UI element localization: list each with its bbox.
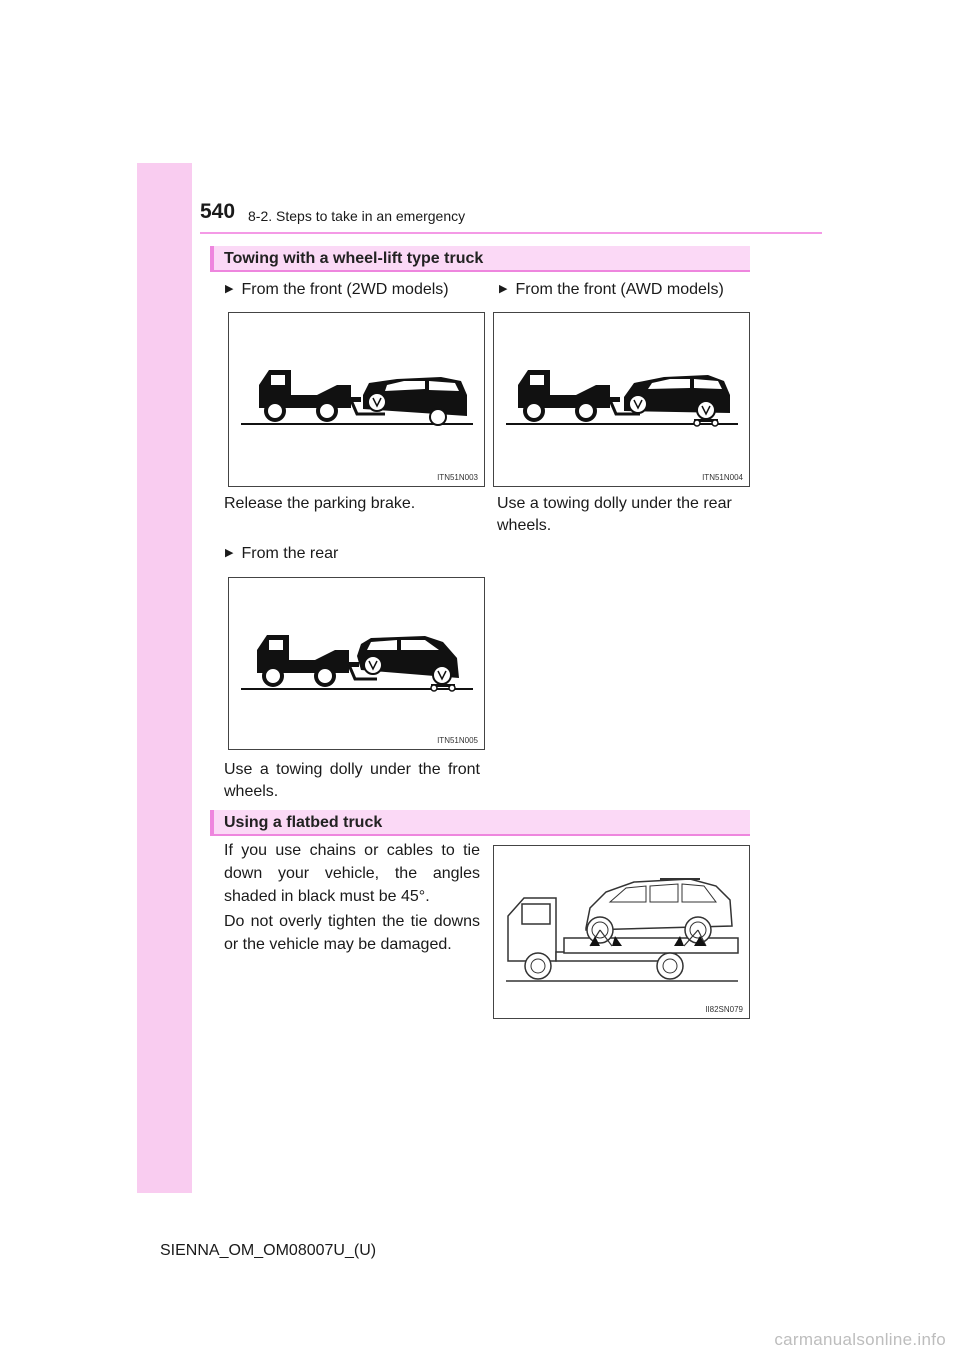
flatbed-heading: Using a flatbed truck [224, 814, 383, 831]
bullet-rear [225, 545, 338, 563]
figure-code: ITN51N004 [702, 473, 743, 482]
figure-code: ITN51N003 [437, 473, 478, 482]
bullet-rear-label: From the rear [241, 545, 339, 562]
bullet-front-2wd-label: From the front (2WD models) [241, 281, 449, 298]
triangle-bullet-icon: ▶ [225, 547, 234, 559]
watermark: carmanualsonline.info [774, 1330, 946, 1349]
flatbed-banner [210, 810, 750, 836]
caption-fig2: Use a towing dolly under the rear wheels. [497, 495, 732, 534]
wheel-lift-heading: Towing with a wheel-lift type truck [224, 250, 484, 267]
footer-doc-id: SIENNA_OM_OM08007U_(U) [160, 1242, 377, 1259]
bullet-front-2wd [225, 281, 449, 299]
figure-code: II82SN079 [705, 1005, 743, 1014]
tow-truck-2wd-illustration [229, 313, 486, 488]
tow-truck-rear-illustration [229, 578, 486, 751]
figure-tow-rear [228, 577, 485, 750]
section-title: 8-2. Steps to take in an emergency [248, 208, 466, 224]
bullet-front-awd [499, 281, 724, 299]
figure-code: ITN51N005 [437, 736, 478, 745]
header-rule [200, 232, 822, 234]
wheel-lift-banner [210, 246, 750, 272]
caption-fig3: Use a towing dolly under the front wheels. [224, 761, 480, 800]
triangle-bullet-icon: ▶ [225, 283, 234, 295]
figure-flatbed [493, 845, 750, 1019]
flatbed-paragraph-2: Do not overly tighten the tie downs or the vehicle may be damaged. [224, 913, 480, 953]
flatbed-paragraph-1: If you use chains or cables to tie down your vehicle, the angles shaded in black must be 45°. [224, 842, 480, 905]
flatbed-truck-illustration [494, 846, 751, 1020]
figure-tow-front-awd [493, 312, 750, 487]
page-number: 540 [200, 200, 236, 223]
figure-tow-front-2wd [228, 312, 485, 487]
bullet-front-awd-label: From the front (AWD models) [515, 281, 724, 298]
chapter-sidebar-tab [137, 163, 192, 1193]
triangle-bullet-icon: ▶ [499, 283, 508, 295]
caption-fig1: Release the parking brake. [224, 495, 416, 512]
tow-truck-awd-illustration [494, 313, 751, 488]
